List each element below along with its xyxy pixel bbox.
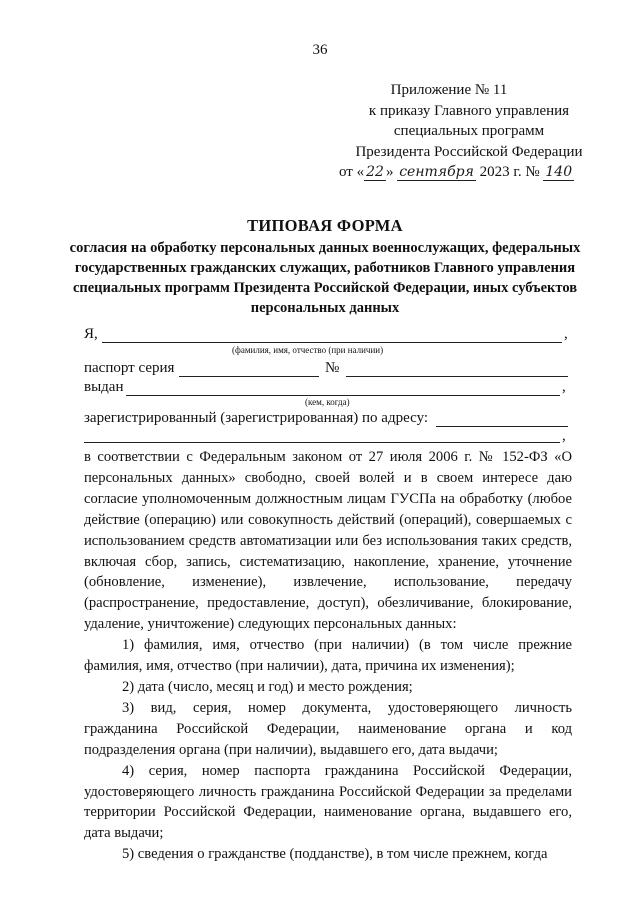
list-item: 4) серия, номер паспорта гражданина Российской Федерации, удостоверяющего личность гражданина Российской Федерации за пределами территории Российской Федерации, наименование органа, выдавшего его, дата выдачи;: [84, 762, 572, 842]
appendix-header: [339, 80, 599, 183]
issued-field: [84, 379, 574, 399]
passport-series-label: паспорт серия: [84, 360, 175, 376]
passport-field: [84, 360, 574, 380]
date-prefix: от «: [339, 164, 365, 180]
address-field: [84, 410, 574, 430]
list-item: 5) сведения о гражданстве (подданстве), в том числе прежнем, когда: [122, 846, 548, 863]
consent-paragraph: в соответствии с Федеральным законом от 27 июля 2006 г. № 152-ФЗ «О персональных данных» свободно, своей волей и в своем интересе даю согласие уполномоченным должностным лицам ГУСПа на обработку (любое действие (операцию) или совокупность действий (операций), совершаемых с использованием средств автоматизации или без использования таких средств, включая сбор, запись, систематизацию, накопление, хранение, уточнение (обновление, изменение), извлечение, использование, передачу (распространение, предоставление, доступ), обезличивание, блокирование, удаление, уничтожение) следующих персональных данных:: [84, 449, 572, 633]
issued-label: выдан: [84, 379, 124, 395]
form-title-subtitle: согласия на обработку персональных данных военнослужащих, федеральных государственных гражданских служащих, работников Главного управления специальных программ Президента Российской Федерации, иных субъектов персональных данных: [69, 240, 581, 316]
list-item: 3) вид, серия, номер документа, удостоверяющего личность гражданина Российской Федерации, наименование органа и код подразделения органа (при наличии), выдавшего его, дата выдачи;: [84, 699, 572, 758]
issued-caption: (кем, когда): [305, 397, 350, 407]
address-input-line-1[interactable]: [436, 426, 568, 427]
address-input-line-2[interactable]: [84, 442, 560, 443]
date-month-handwritten: сентября: [399, 164, 474, 180]
list-item: 1) фамилия, имя, отчество (при наличии) (в том числе прежние фамилия, имя, отчество (при наличии), дата, причина их изменения);: [84, 637, 572, 675]
consent-body: [84, 447, 572, 865]
passport-number-input-line[interactable]: [346, 376, 568, 377]
issued-comma: ,: [562, 379, 566, 395]
date-year: 2023 г. №: [479, 164, 540, 180]
passport-series-input-line[interactable]: [179, 376, 319, 377]
page-number: 36: [312, 42, 328, 58]
date-day-handwritten: 22: [366, 164, 384, 180]
address-comma: ,: [562, 428, 566, 444]
order-number-handwritten: 140: [545, 164, 573, 180]
fio-field: [84, 326, 574, 346]
address-label: зарегистрированный (зарегистрированная) по адресу:: [84, 410, 429, 426]
order-date-line: [339, 162, 599, 183]
list-item: 2) дата (число, месяц и год) и место рождения;: [122, 678, 413, 695]
fio-comma: ,: [564, 326, 568, 342]
form-title-main: ТИПОВАЯ ФОРМА: [247, 216, 403, 235]
form-title: [60, 216, 590, 318]
issued-input-line[interactable]: [126, 395, 560, 396]
appendix-president-line: Президента Российской Федерации: [355, 143, 583, 160]
address-field-continued: [84, 428, 574, 448]
fio-input-line[interactable]: [102, 342, 562, 343]
fio-caption: (фамилия, имя, отчество (при наличии): [232, 345, 384, 355]
passport-number-label: №: [325, 360, 340, 376]
appendix-order-line: к приказу Главного управления: [368, 102, 570, 119]
appendix-number: Приложение № 11: [390, 82, 508, 98]
date-mid: »: [385, 164, 394, 180]
appendix-department-line: специальных программ: [393, 123, 545, 139]
fio-label: Я,: [84, 326, 98, 342]
